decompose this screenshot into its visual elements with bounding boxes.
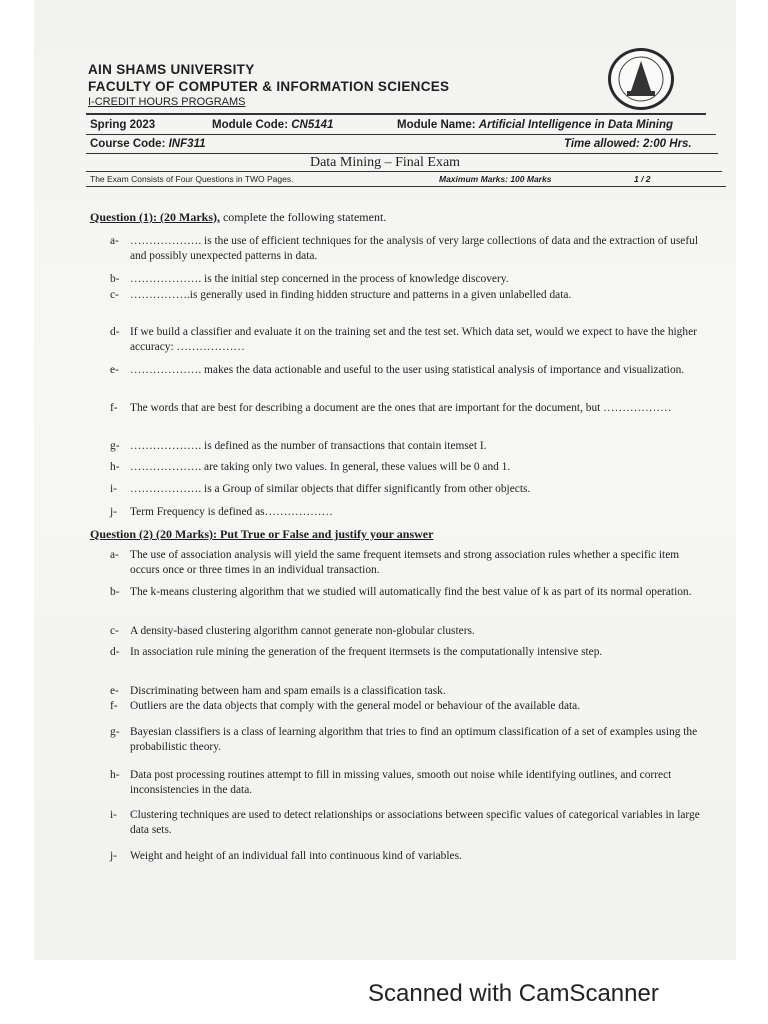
max-marks: Maximum Marks: 100 Marks: [439, 174, 552, 184]
module-code: [212, 119, 333, 131]
exam-info: The Exam Consists of Four Questions in TWO Pages.: [90, 174, 294, 184]
item-label: j-: [110, 506, 117, 518]
item-text: Clustering techniques are used to detect relationships or associations between specific values of categorical variables in large data sets.: [130, 809, 700, 836]
question-2-heading: [90, 527, 433, 542]
item-label: j-: [110, 850, 117, 862]
item-label: d-: [110, 646, 120, 658]
item-label: d-: [110, 326, 120, 338]
item-text: Discriminating between ham and spam emails is a classification task.: [130, 685, 446, 697]
course-code-label: Course Code:: [90, 138, 166, 150]
item-text: The words that are best for describing a document are the ones that are important for the document, but ………………: [130, 402, 672, 414]
item-text: ………………. are taking only two values. In general, these values will be 0 and 1.: [130, 461, 511, 473]
item-label: h-: [110, 769, 120, 781]
faculty-name: FACULTY OF COMPUTER & INFORMATION SCIENCES: [88, 79, 450, 94]
item-text: ………………. is a Group of similar objects that differ significantly from other objects.: [130, 483, 531, 495]
item-text: …………….is generally used in finding hidden structure and patterns in a given unlabelled data.: [130, 289, 572, 301]
divider: [86, 113, 706, 115]
item-label: i-: [110, 483, 117, 495]
course-code-value: INF311: [168, 138, 206, 150]
term: Spring 2023: [90, 119, 156, 131]
item-label: a-: [110, 549, 119, 561]
item-text: A density-based clustering algorithm cannot generate non-globular clusters.: [130, 625, 475, 637]
item-text: Bayesian classifiers is a class of learning algorithm that tries to find an optimum classification of a set of examples using the probabilistic theory.: [130, 726, 698, 753]
university-name: AIN SHAMS UNIVERSITY: [88, 62, 255, 77]
item-text: Term Frequency is defined as………………: [130, 506, 333, 518]
module-code-value: CN5141: [291, 119, 334, 131]
item-label: b-: [110, 273, 120, 285]
divider: [86, 186, 726, 187]
university-seal-icon: [608, 48, 674, 110]
item-label: c-: [110, 625, 119, 637]
item-text: Data post processing routines attempt to fill in missing values, smooth out noise while identifying outlines, and correct inconsistencies in the data.: [130, 769, 672, 796]
item-text: ………………. is defined as the number of transactions that contain itemset I.: [130, 440, 487, 452]
scanner-watermark: Scanned with CamScanner: [368, 980, 659, 1007]
item-text: ………………. is the initial step concerned in the process of knowledge discovery.: [130, 273, 509, 285]
item-label: a-: [110, 235, 119, 247]
module-name-value: Artificial Intelligence in Data Mining: [478, 119, 674, 131]
item-text: Weight and height of an individual fall into continuous kind of variables.: [130, 850, 462, 862]
time-label: Time allowed:: [564, 138, 640, 150]
item-label: f-: [110, 402, 118, 414]
divider: [86, 134, 716, 135]
divider: [86, 171, 722, 172]
item-label: g-: [110, 726, 120, 738]
item-text: ………………. is the use of efficient techniques for the analysis of very large collections of data and the extraction of useful and possibly unexpected patterns in data.: [130, 235, 698, 262]
item-label: g-: [110, 440, 120, 452]
module-name: [397, 119, 673, 131]
module-name-label: Module Name:: [397, 119, 476, 131]
exam-title: Data Mining – Final Exam: [309, 155, 461, 170]
course-code: [90, 138, 205, 150]
time-allowed: [564, 138, 692, 150]
module-code-label: Module Code:: [212, 119, 289, 131]
item-label: c-: [110, 289, 119, 301]
divider: [86, 153, 718, 154]
page-number: 1 / 2: [634, 174, 651, 184]
question-1-title: Question (1): (20 Marks),: [90, 210, 220, 224]
item-text: ………………. makes the data actionable and useful to the user using statistical analysis of importance and visualization.: [130, 364, 685, 376]
item-text: In association rule mining the generation of the frequent itermsets is the computationally intensive step.: [130, 646, 603, 658]
question-1-instruction: complete the following statement.: [219, 210, 387, 224]
question-2-title: Question (2) (20 Marks): Put True or False and justify your answer: [90, 527, 434, 541]
item-text: The k-means clustering algorithm that we studied will automatically find the best value of k as part of its normal operation.: [130, 586, 692, 598]
question-1-heading: [90, 210, 386, 225]
item-label: f-: [110, 700, 118, 712]
item-label: e-: [110, 685, 119, 697]
item-label: e-: [110, 364, 119, 376]
item-text: The use of association analysis will yield the same frequent itemsets and strong association rules whether a specific item occurs once or three times in an individual transaction.: [130, 549, 680, 576]
item-text: Outliers are the data objects that comply with the general model or behaviour of the available data.: [130, 700, 581, 712]
time-value: 2:00 Hrs.: [643, 138, 692, 150]
item-label: i-: [110, 809, 117, 821]
item-label: h-: [110, 461, 120, 473]
item-text: If we build a classifier and evaluate it on the training set and the test set. Which data set, would we expect to have the higher accuracy: ………………: [130, 326, 697, 353]
item-label: b-: [110, 586, 120, 598]
program-name: I-CREDIT HOURS PROGRAMS: [88, 96, 246, 108]
exam-paper: [34, 0, 736, 960]
